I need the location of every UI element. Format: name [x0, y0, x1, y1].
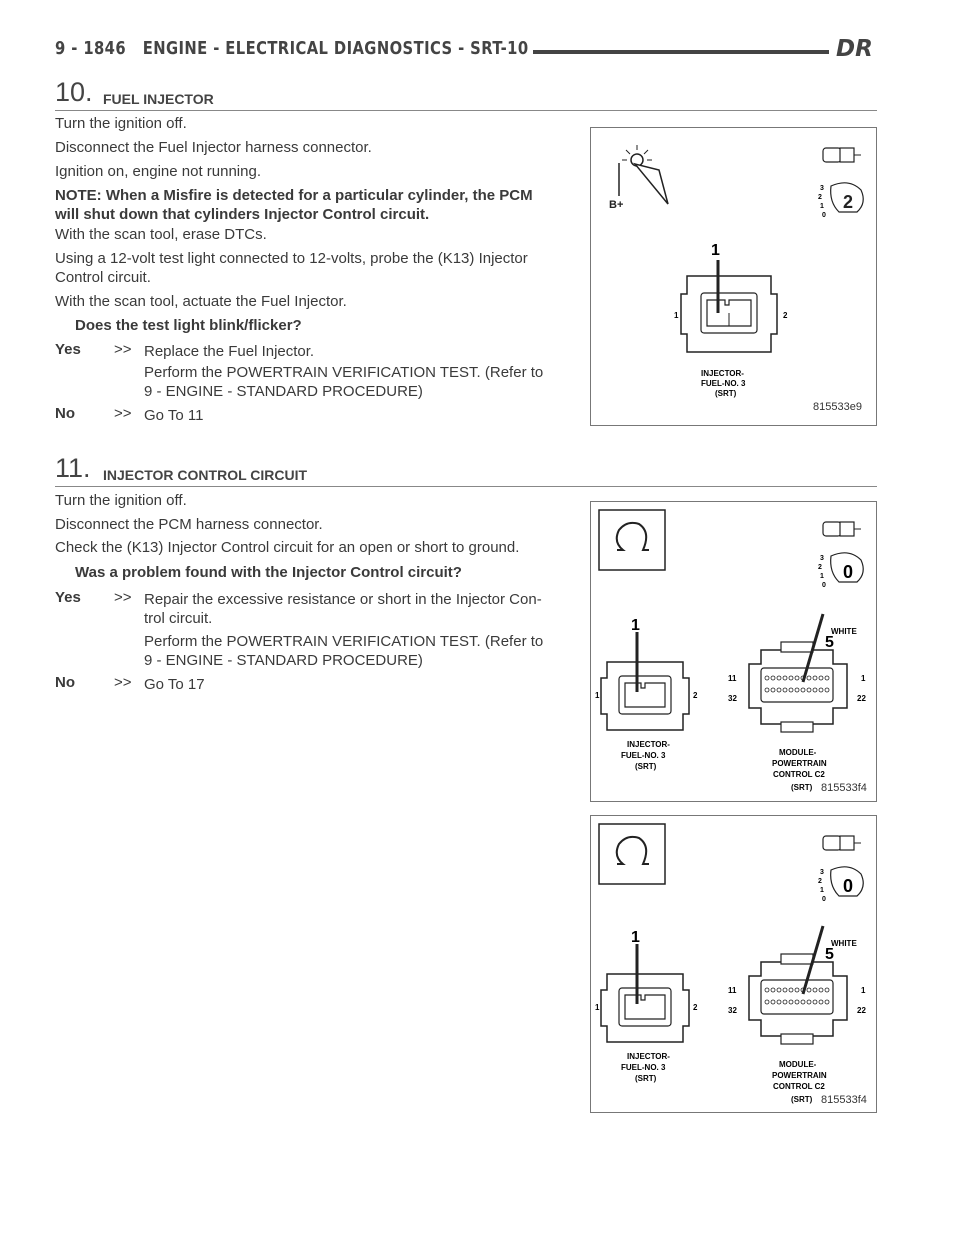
arrow: >>: [114, 405, 132, 422]
bplus-label: B+: [609, 199, 624, 211]
wire-color: WHITE: [831, 939, 857, 948]
pin-callout: 1: [631, 617, 640, 634]
instruction: Disconnect the PCM harness connector.: [55, 516, 323, 533]
instruction: Check the (K13) Injector Control circuit for an open or short to ground.: [55, 539, 520, 556]
pin-cavity: [765, 1000, 769, 1004]
pin-cavity: [765, 988, 769, 992]
ohmmeter-icon: [599, 510, 665, 570]
figure-test-light-injector: [590, 127, 877, 426]
yes-action: Perform the POWERTRAIN VERIFICATION TEST. (Refer to: [144, 364, 544, 381]
pin-cavity: [813, 676, 817, 680]
scale-1: 1: [820, 573, 824, 580]
pcm-pin: 32: [728, 1006, 737, 1015]
step-number: 10.: [55, 77, 93, 107]
instruction: With the scan tool, erase DTCs.: [55, 226, 267, 243]
scale-0: 0: [822, 212, 826, 219]
pin-cavity: [777, 988, 781, 992]
scale-0: 0: [822, 582, 826, 589]
pcm-connector-icon: [749, 642, 847, 732]
figure-id: 815533f4: [821, 1094, 867, 1106]
pcm-pin: 11: [728, 674, 737, 683]
caption-line: (SRT): [635, 1074, 657, 1083]
yes-action: Perform the POWERTRAIN VERIFICATION TEST. (Refer to: [144, 633, 544, 650]
pcm-pin: 22: [857, 694, 866, 703]
figure-id: 815533f4: [821, 782, 867, 794]
pcm-connector-icon: [749, 954, 847, 1044]
ignition-position: 0: [843, 562, 854, 582]
figure-diagram: [591, 816, 876, 1112]
caption-line: CONTROL C2: [773, 770, 825, 779]
step-11-heading: [55, 453, 877, 487]
pin-cavity: [783, 988, 787, 992]
pcm-callout: 5: [825, 634, 834, 651]
scale-1: 1: [820, 887, 824, 894]
pin-cavity: [819, 988, 823, 992]
wire-color: WHITE: [831, 627, 857, 636]
pin-cavity: [819, 688, 823, 692]
figure-id: 815533e9: [813, 401, 862, 413]
ignition-position: 2: [843, 192, 854, 212]
scale-1: 1: [820, 203, 824, 210]
pin-cavity: [801, 688, 805, 692]
injector-connector-icon: [681, 276, 777, 352]
pin-right: 2: [783, 311, 788, 320]
pin-cavity: [783, 688, 787, 692]
pin-cavity: [765, 676, 769, 680]
injector-connector-icon: [601, 662, 689, 730]
yes-action: Repair the excessive resistance or short in the Injector Con-: [144, 591, 542, 608]
no-action: Go To 17: [144, 676, 205, 693]
instruction: With the scan tool, actuate the Fuel Injector.: [55, 293, 347, 310]
pcm-pin: 11: [728, 986, 737, 995]
pin-cavity: [771, 676, 775, 680]
pin-cavity: [771, 1000, 775, 1004]
scale-3: 3: [820, 869, 824, 876]
caption-line: FUEL-NO. 3: [621, 1063, 666, 1072]
caption-line: (SRT): [791, 783, 813, 792]
pin-cavity: [771, 988, 775, 992]
yes-label: Yes: [55, 341, 81, 358]
arrow: >>: [114, 341, 132, 358]
caption-line: (SRT): [791, 1095, 813, 1104]
header-rule: [533, 50, 829, 54]
instruction: Using a 12-volt test light connected to 12-volts, probe the (K13) Injector: [55, 250, 528, 267]
scale-2: 2: [818, 194, 822, 201]
step-number: 11.: [55, 453, 91, 483]
yes-action: Replace the Fuel Injector.: [144, 343, 315, 360]
pin-cavity: [777, 688, 781, 692]
ohmmeter-icon: [599, 824, 665, 884]
ignition-key-icon: [823, 836, 861, 850]
scale-3: 3: [820, 555, 824, 562]
pin-cavity: [819, 676, 823, 680]
pin-cavity: [795, 1000, 799, 1004]
inj-pin-left: 1: [595, 1003, 600, 1012]
scale-2: 2: [818, 878, 822, 885]
figure-diagram: [591, 502, 876, 801]
pcm-pin: 22: [857, 1006, 866, 1015]
pin-cavity: [783, 1000, 787, 1004]
ignition-key-icon: [823, 148, 861, 162]
pin-cavity: [789, 676, 793, 680]
pin-cavity: [789, 688, 793, 692]
inj-pin-right: 2: [693, 1003, 698, 1012]
arrow: >>: [114, 589, 132, 606]
no-action: Go To 11: [144, 407, 204, 424]
instruction: Turn the ignition off.: [55, 115, 187, 132]
caption-line: INJECTOR-: [627, 1052, 670, 1061]
injector-connector-icon: [601, 974, 689, 1042]
pin-cavity: [777, 676, 781, 680]
ignition-position: 0: [843, 876, 854, 896]
pcm-callout: 5: [825, 946, 834, 963]
pin-cavity: [807, 1000, 811, 1004]
caption-line: CONTROL C2: [773, 1082, 825, 1091]
instruction: Disconnect the Fuel Injector harness connector.: [55, 139, 372, 156]
pin-cavity: [825, 688, 829, 692]
caption-line: POWERTRAIN: [772, 759, 827, 768]
pin-cavity: [807, 676, 811, 680]
caption-line: FUEL-NO. 3: [701, 379, 746, 388]
pin-cavity: [765, 688, 769, 692]
instruction: Control circuit.: [55, 269, 151, 286]
scale-3: 3: [820, 185, 824, 192]
pin-cavity: [783, 676, 787, 680]
caption-line: INJECTOR-: [627, 740, 670, 749]
question: Was a problem found with the Injector Control circuit?: [75, 564, 462, 581]
pin-cavity: [771, 688, 775, 692]
pin-cavity: [807, 988, 811, 992]
scale-0: 0: [822, 896, 826, 903]
pin-left: 1: [674, 311, 679, 320]
figure-diagram: [591, 128, 876, 425]
yes-action: trol circuit.: [144, 610, 213, 627]
pin-cavity: [825, 1000, 829, 1004]
page-header: [55, 38, 877, 64]
step-title: FUEL INJECTOR: [103, 91, 214, 107]
caption-line: FUEL-NO. 3: [621, 751, 666, 760]
pcm-pin: 1: [861, 986, 866, 995]
caption-line: MODULE-: [779, 748, 817, 757]
caption-line: (SRT): [715, 389, 737, 398]
caption-line: MODULE-: [779, 1060, 817, 1069]
pin-cavity: [813, 688, 817, 692]
pin-cavity: [819, 1000, 823, 1004]
pin-cavity: [795, 988, 799, 992]
pcm-pin: 32: [728, 694, 737, 703]
figure-ohmmeter-pcm-2: [590, 815, 877, 1113]
pin-callout: 1: [711, 242, 720, 259]
caption-line: (SRT): [635, 762, 657, 771]
pin-cavity: [825, 676, 829, 680]
pin-callout: 1: [631, 929, 640, 946]
yes-action: 9 - ENGINE - STANDARD PROCEDURE): [144, 652, 423, 669]
arrow: >>: [114, 674, 132, 691]
pin-cavity: [801, 1000, 805, 1004]
pin-cavity: [807, 688, 811, 692]
step-title: INJECTOR CONTROL CIRCUIT: [103, 467, 308, 483]
figure-ohmmeter-pcm: [590, 501, 877, 802]
model-code: DR: [836, 36, 873, 62]
pin-cavity: [789, 1000, 793, 1004]
note-line: NOTE: When a Misfire is detected for a particular cylinder, the PCM: [55, 187, 533, 204]
no-label: No: [55, 674, 75, 691]
pin-cavity: [789, 988, 793, 992]
page-heading: 9 - 1846 ENGINE - ELECTRICAL DIAGNOSTICS - SRT-10: [55, 38, 529, 59]
step-10-heading: [55, 77, 877, 111]
no-label: No: [55, 405, 75, 422]
instruction: Turn the ignition off.: [55, 492, 187, 509]
pin-cavity: [813, 1000, 817, 1004]
pin-cavity: [825, 988, 829, 992]
pin-cavity: [777, 1000, 781, 1004]
ignition-key-icon: [823, 522, 861, 536]
test-light-icon: [619, 145, 668, 204]
pin-cavity: [795, 676, 799, 680]
pin-cavity: [795, 688, 799, 692]
caption-line: POWERTRAIN: [772, 1071, 827, 1080]
scale-2: 2: [818, 564, 822, 571]
instruction: Ignition on, engine not running.: [55, 163, 261, 180]
note-line: will shut down that cylinders Injector Control circuit.: [55, 206, 430, 223]
yes-action: 9 - ENGINE - STANDARD PROCEDURE): [144, 383, 423, 400]
inj-pin-right: 2: [693, 691, 698, 700]
yes-label: Yes: [55, 589, 81, 606]
caption-line: INJECTOR-: [701, 369, 744, 378]
question: Does the test light blink/flicker?: [75, 317, 302, 334]
pcm-pin: 1: [861, 674, 866, 683]
pin-cavity: [813, 988, 817, 992]
inj-pin-left: 1: [595, 691, 600, 700]
